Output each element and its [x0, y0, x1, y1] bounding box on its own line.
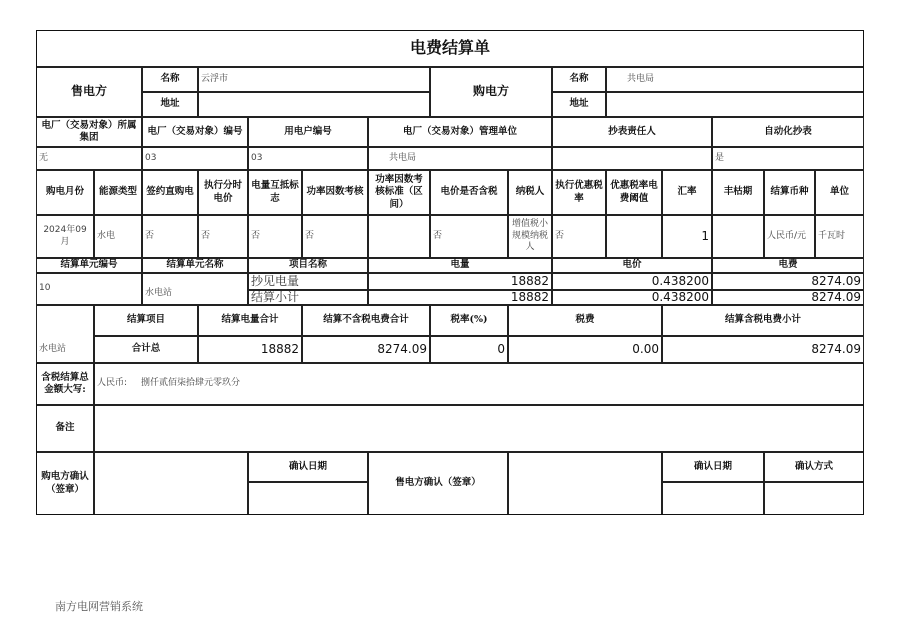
seller-name-label: 名称 [142, 67, 198, 92]
totals-value: 8274.09 [662, 336, 864, 363]
plant-value: 是 [712, 147, 864, 170]
detail-value: 千瓦时 [815, 215, 864, 258]
totals-header: 结算项目 [94, 305, 198, 336]
detail-header: 能源类型 [94, 170, 142, 215]
confirm-method-label: 确认方式 [764, 452, 864, 482]
detail-header: 丰枯期 [712, 170, 764, 215]
seller-name: 云浮市 [198, 67, 430, 92]
buyer-confirm-date-field[interactable] [248, 482, 368, 515]
detail-header: 购电月份 [36, 170, 94, 215]
seller-confirm-label: 售电方确认（签章） [368, 452, 508, 515]
buyer-name: 共电局 [606, 67, 864, 92]
unit-row-fee: 8274.09 [712, 290, 864, 305]
detail-value: 否 [198, 215, 248, 258]
seller-label: 售电方 [36, 67, 142, 117]
plant-value: 03 [142, 147, 248, 170]
detail-value: 否 [430, 215, 508, 258]
detail-value [712, 215, 764, 258]
plant-value: 共电局 [368, 147, 552, 170]
detail-value: 否 [142, 215, 198, 258]
unit-row-price: 0.438200 [552, 273, 712, 290]
caps-value [94, 363, 864, 405]
totals-value: 0 [430, 336, 508, 363]
caps-amount: 捌仟贰佰柒拾肆元零玖分 [141, 378, 241, 389]
detail-value: 人民币/元 [764, 215, 815, 258]
detail-value: 水电 [94, 215, 142, 258]
totals-header: 结算电量合计 [198, 305, 302, 336]
unit-header: 电费 [712, 258, 864, 273]
detail-value [368, 215, 430, 258]
totals-side-label: 水电站 [36, 305, 94, 363]
totals-header: 税率(%) [430, 305, 508, 336]
detail-header: 功率因数考核 [302, 170, 368, 215]
unit-row-item: 抄见电量 [248, 273, 368, 290]
seller-confirm-date-field[interactable] [662, 482, 764, 515]
buyer-signature-field[interactable] [94, 452, 248, 515]
plant-value: 03 [248, 147, 368, 170]
page-title: 电费结算单 [36, 30, 864, 67]
totals-value: 8274.09 [302, 336, 430, 363]
buyer-address [606, 92, 864, 117]
detail-header: 电价是否含税 [430, 170, 508, 215]
totals-header: 税费 [508, 305, 662, 336]
notes-label: 备注 [36, 405, 94, 452]
plant-header: 用电户编号 [248, 117, 368, 147]
detail-header: 电量互抵标志 [248, 170, 302, 215]
seller-confirm-date-label: 确认日期 [662, 452, 764, 482]
unit-name: 水电站 [142, 273, 248, 305]
plant-header: 电厂（交易对象）管理单位 [368, 117, 552, 147]
caps-currency: 人民币: [97, 378, 128, 389]
totals-value: 18882 [198, 336, 302, 363]
detail-header: 汇率 [662, 170, 712, 215]
seller-signature-field[interactable] [508, 452, 662, 515]
buyer-address-label: 地址 [552, 92, 606, 117]
unit-number: 10 [36, 273, 142, 305]
unit-row-price: 0.438200 [552, 290, 712, 305]
plant-header: 抄表责任人 [552, 117, 712, 147]
seller-address-label: 地址 [142, 92, 198, 117]
buyer-label: 购电方 [430, 67, 552, 117]
caps-label: 含税结算总金额大写: [36, 363, 94, 405]
confirm-method-field[interactable] [764, 482, 864, 515]
totals-value: 0.00 [508, 336, 662, 363]
unit-header: 结算单元编号 [36, 258, 142, 273]
unit-header: 项目名称 [248, 258, 368, 273]
totals-value: 合计总 [94, 336, 198, 363]
detail-value: 1 [662, 215, 712, 258]
detail-header: 纳税人 [508, 170, 552, 215]
unit-row-qty: 18882 [368, 273, 552, 290]
detail-value: 2024年09月 [36, 215, 94, 258]
plant-header: 电厂（交易对象）编号 [142, 117, 248, 147]
buyer-confirm-label: 购电方确认（签章） [36, 452, 94, 515]
detail-header: 签约直购电 [142, 170, 198, 215]
detail-value: 增值税小规模纳税人 [508, 215, 552, 258]
notes-value[interactable] [94, 405, 864, 452]
plant-value [552, 147, 712, 170]
unit-header: 电价 [552, 258, 712, 273]
buyer-confirm-date-label: 确认日期 [248, 452, 368, 482]
detail-header: 结算币种 [764, 170, 815, 215]
detail-value [606, 215, 662, 258]
unit-row-item: 结算小计 [248, 290, 368, 305]
detail-header: 单位 [815, 170, 864, 215]
plant-header: 电厂（交易对象）所属集团 [36, 117, 142, 147]
detail-value: 否 [302, 215, 368, 258]
unit-row-fee: 8274.09 [712, 273, 864, 290]
detail-header: 优惠税率电费阈值 [606, 170, 662, 215]
detail-value: 否 [552, 215, 606, 258]
totals-header: 结算不含税电费合计 [302, 305, 430, 336]
unit-header: 电量 [368, 258, 552, 273]
plant-header: 自动化抄表 [712, 117, 864, 147]
unit-header: 结算单元名称 [142, 258, 248, 273]
detail-value: 否 [248, 215, 302, 258]
detail-header: 执行分时电价 [198, 170, 248, 215]
seller-address [198, 92, 430, 117]
buyer-name-label: 名称 [552, 67, 606, 92]
detail-header: 功率因数考核标准（区间） [368, 170, 430, 215]
detail-header: 执行优惠税率 [552, 170, 606, 215]
totals-header: 结算含税电费小计 [662, 305, 864, 336]
footer-system-name: 南方电网营销系统 [55, 600, 143, 613]
plant-value: 无 [36, 147, 142, 170]
unit-row-qty: 18882 [368, 290, 552, 305]
